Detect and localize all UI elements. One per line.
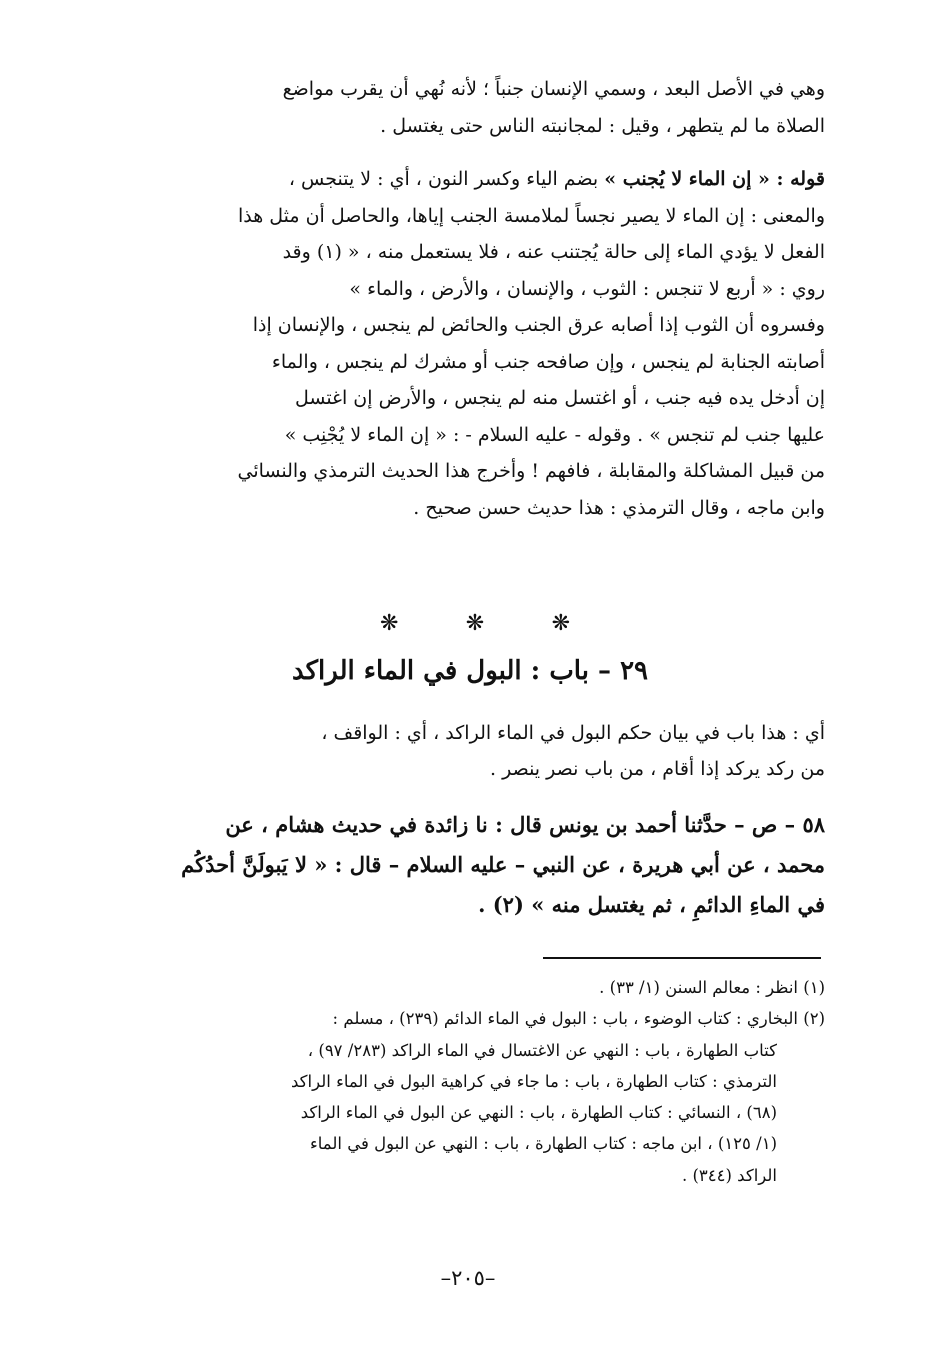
footnotes	[120, 972, 825, 1191]
text-line: ٥٨ – ص – حدَّثنا أحمد بن يونس قال : نا زائدة في حديث هشام ، عن	[225, 812, 825, 837]
quoted-phrase: قوله : « إن الماء لا يُجنب »	[604, 168, 825, 190]
asterism-icon: ❋	[465, 610, 485, 636]
section-separator	[380, 610, 570, 636]
page-number: –٢٠٥–	[440, 1266, 496, 1290]
footnote-divider	[543, 957, 821, 959]
text-line: أصابته الجنابة لم ينجس ، وإن صافحه جنب أو مشرك لم ينجس ، والماء	[271, 350, 825, 373]
asterism-icon: ❋	[380, 610, 399, 636]
footnote-line: (٦٨) ، النسائي : كتاب الطهارة ، باب : النهي عن البول في الماء الراكد	[300, 1103, 777, 1123]
text-line: عليها جنب لم تنجس » . وقوله - عليه السلام - : « إن الماء لا يُجْنِب »	[284, 423, 825, 446]
text-line: أي : هذا باب في بيان حكم البول في الماء الراكد ، أي : الواقف ،	[321, 722, 825, 744]
text-line: من قبيل المشاكلة والمقابلة ، فافهم ! وأخرج هذا الحديث الترمذي والنسائي	[237, 460, 825, 482]
asterism-icon: ❋	[551, 610, 570, 636]
footnote-line: (١/ ١٢٥) ، ابن ماجه : كتاب الطهارة ، باب : النهي عن البول في الماء	[310, 1134, 777, 1154]
text-line: والمعنى : إن الماء لا يصير نجساً لملامسة الجنب إياها، والحاصل أن مثل هذا	[237, 204, 825, 227]
text-span: بضم الياء وكسر النون ، أي : لا يتنجس ،	[288, 168, 605, 190]
text-line: من ركد يركد إذا أقام ، من باب نصر ينصر .	[490, 758, 825, 780]
text-line: محمد ، عن أبي هريرة ، عن النبي – عليه السلام – قال : « لا يَبولَنَّ أحدُكُم	[181, 852, 825, 877]
footnote-1: (١) انظر : معالم السنن (١/ ٣٣) .	[599, 978, 825, 997]
text-line: الفعل لا يؤدي الماء إلى حالة يُجتنب عنه ، فلا يستعمل منه ، « (١) وقد	[282, 241, 825, 263]
text-line: وهي في الأصل البعد ، وسمي الإنسان جنباً ؛ لأنه نُهي أن يقرب مواضع	[282, 78, 825, 100]
text-line: وابن ماجه ، وقال الترمذي : هذا حديث حسن صحيح .	[413, 496, 825, 519]
text-line: إن أدخل يده فيه جنب ، أو اغتسل منه لم ينجس ، والأرض إن اغتسل	[294, 387, 825, 409]
text-line	[120, 161, 825, 198]
text-line: في الماءِ الدائمِ ، ثم يغتسل منه » (٢) .	[478, 892, 825, 917]
hadith-text	[120, 805, 825, 925]
text-line: الصلاة ما لم يتطهر ، وقيل : لمجانبته الناس حتى يغتسل .	[380, 114, 825, 137]
footnote-line: الترمذي : كتاب الطهارة ، باب : ما جاء في كراهية البول في الماء الراكد	[291, 1071, 777, 1091]
footnote-2: (٢) البخاري : كتاب الوضوء ، باب : البول في الماء الدائم (٢٣٩) ، مسلم :	[332, 1009, 825, 1029]
paragraph-1	[120, 71, 825, 144]
paragraph-3-continued	[120, 751, 825, 788]
footnote-line: كتاب الطهارة ، باب : النهي عن الاغتسال في الماء الراكد (٢٨٣/ ٩٧) ،	[307, 1040, 777, 1060]
paragraph-2	[120, 161, 825, 526]
text-line: وفسروه أن الثوب إذا أصابه عرق الجنب والحائض لم ينجس ، والإنسان إذا	[252, 314, 825, 336]
footnote-line: الراكد (٣٤٤) .	[681, 1165, 777, 1185]
chapter-title: ٢٩ – باب : البول في الماء الراكد	[291, 656, 648, 686]
paragraph-3	[120, 715, 873, 752]
text-line: روي : « أربع لا تنجس : الثوب ، والإنسان ، والأرض ، والماء »	[349, 277, 825, 300]
